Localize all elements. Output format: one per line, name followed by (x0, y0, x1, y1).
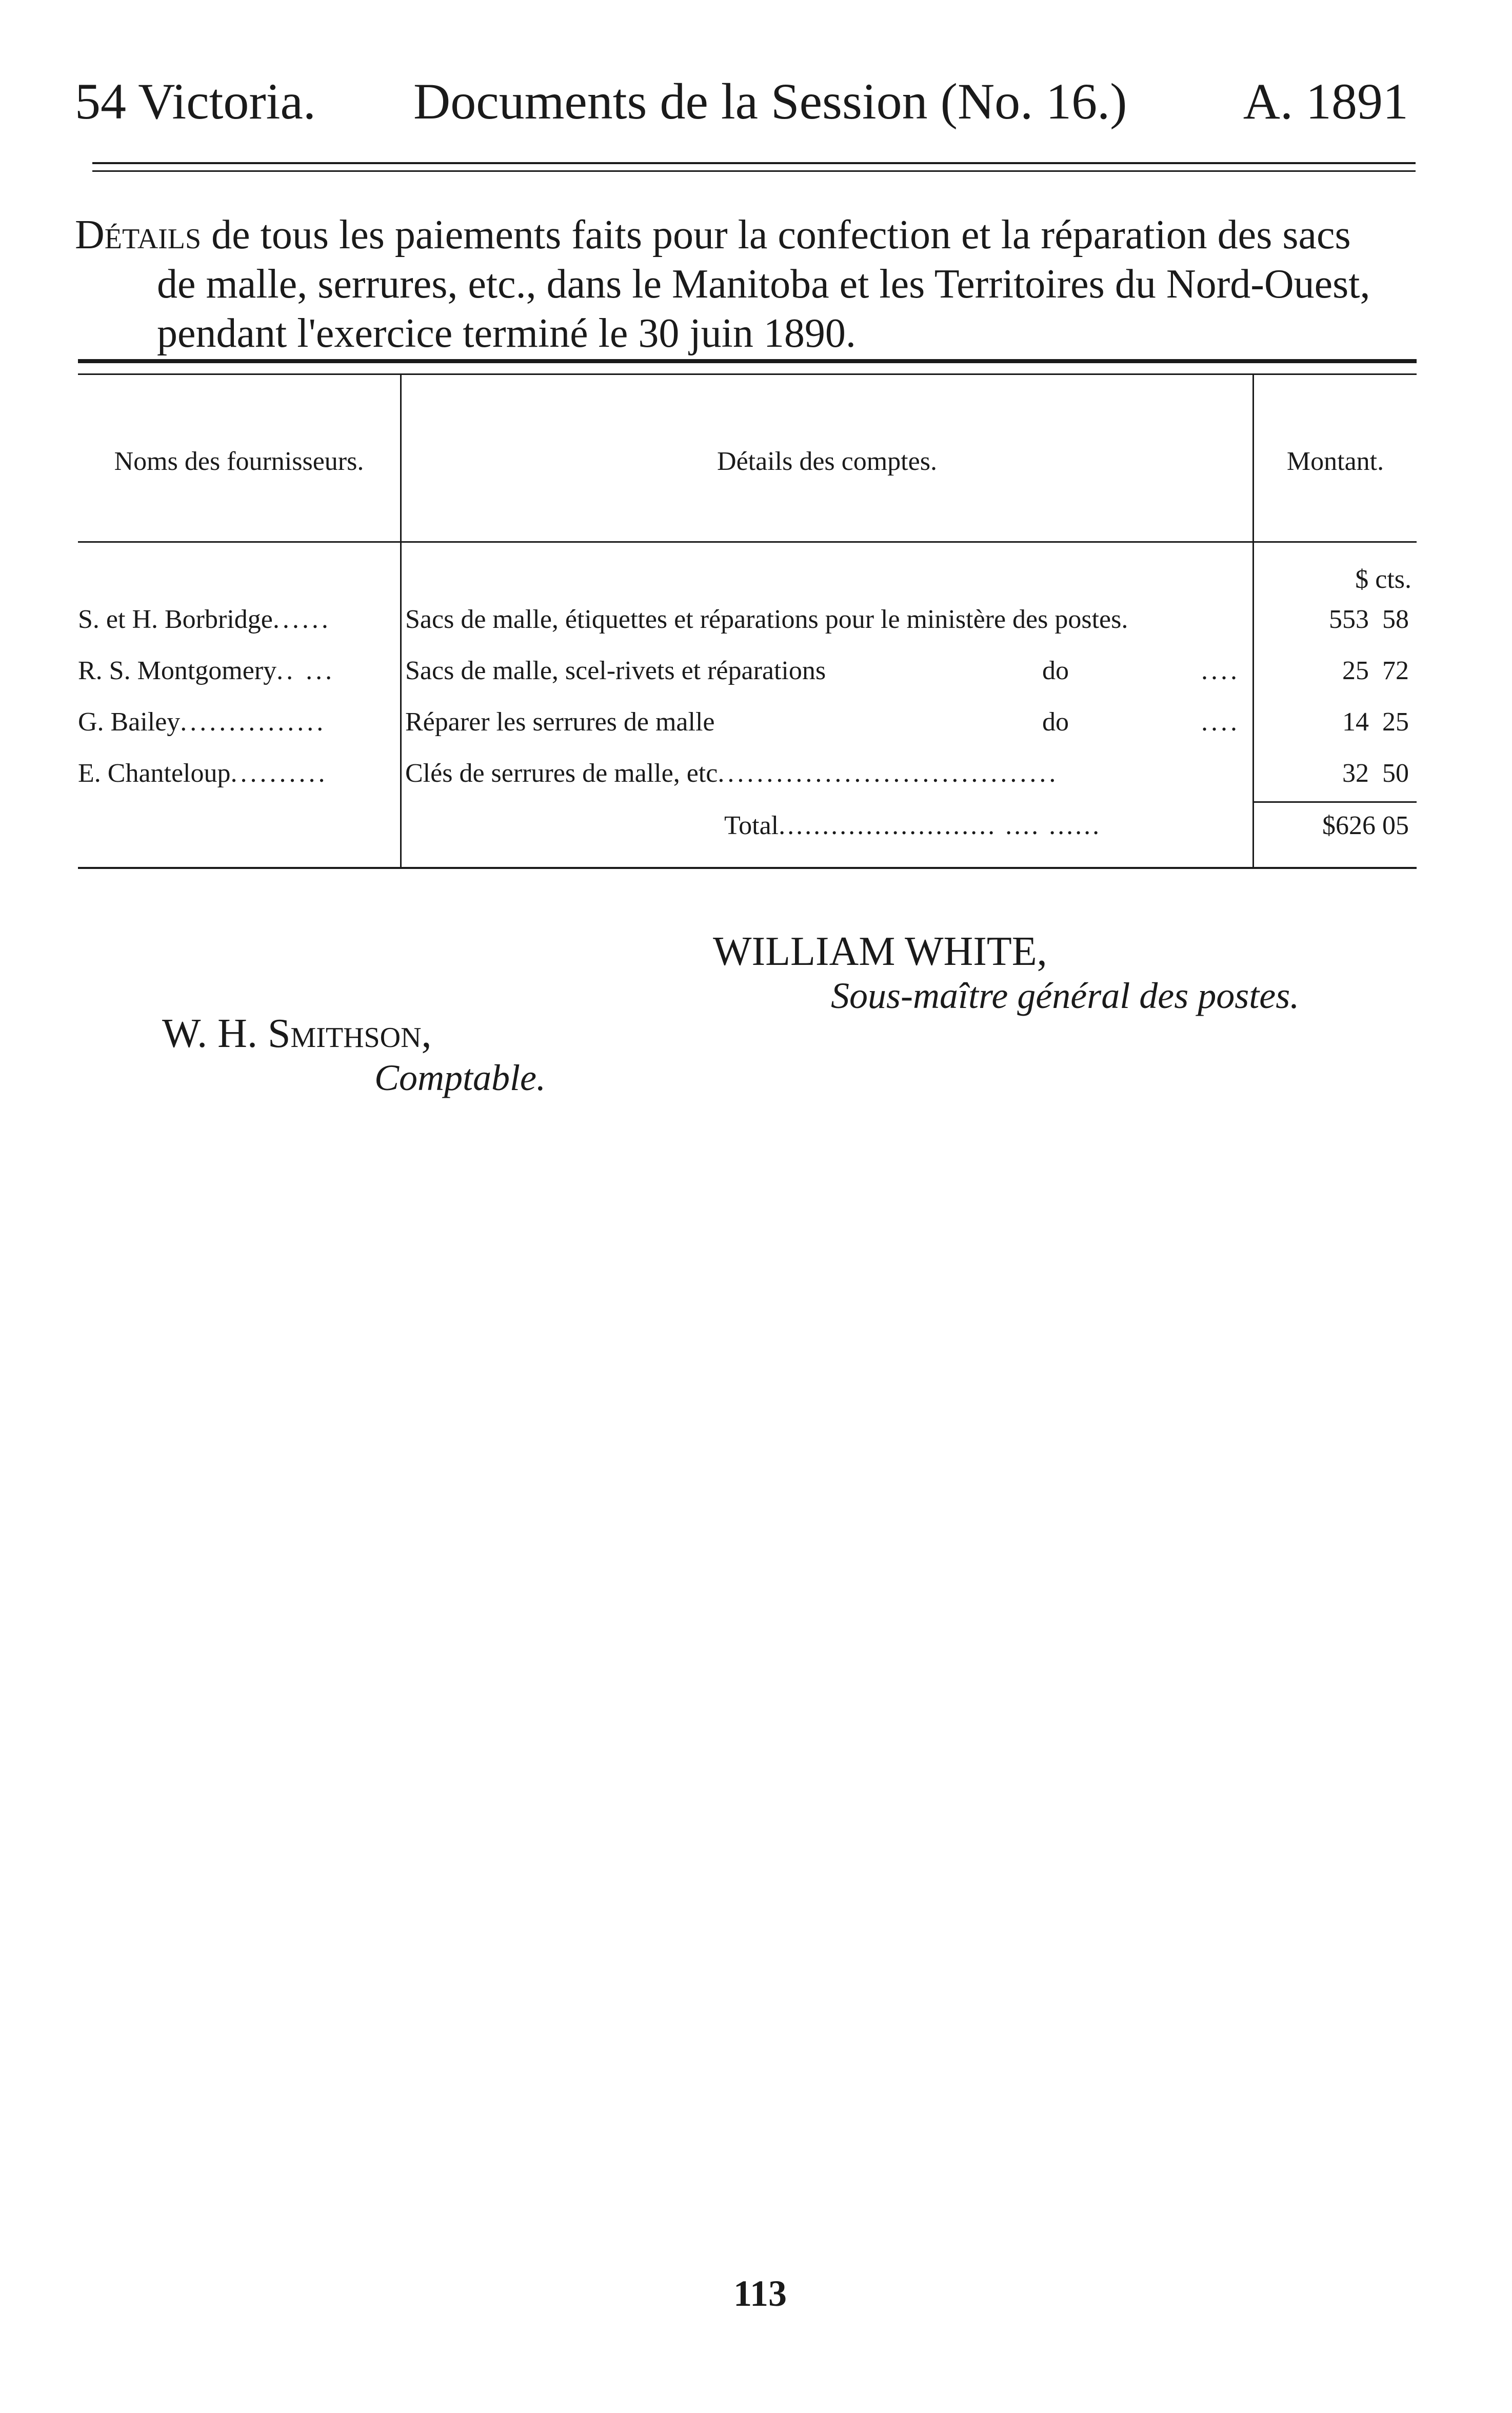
row-3-ditto-dots: .... (1201, 707, 1240, 737)
title-lead: Détails (75, 212, 202, 258)
signature-smithson-title: Comptable. (374, 1057, 546, 1098)
row-3-ditto: do (1042, 707, 1069, 737)
column-header-supplier: Noms des fournisseurs. (114, 447, 364, 476)
total-rule (1254, 801, 1417, 803)
header-session-year: 54 Victoria. (75, 73, 316, 130)
row-1-amount: 553 58 (1329, 605, 1409, 634)
signature-smithson-name: W. H. Smithson, (162, 1011, 432, 1056)
signature-white-title: Sous-maître général des postes. (831, 975, 1300, 1016)
row-3-supplier: G. Bailey............... (78, 707, 327, 737)
total-amount: $626 05 (1322, 811, 1409, 840)
row-1-supplier: S. et H. Borbridge...... (78, 605, 331, 634)
row-2-ditto-dots: .... (1201, 656, 1240, 685)
page-number: 113 (733, 2273, 787, 2314)
row-4-amount: 32 50 (1342, 759, 1409, 788)
title-line-3: pendant l'exercice terminé le 30 juin 1890. (157, 311, 856, 356)
row-4-supplier: E. Chanteloup.......... (78, 759, 328, 788)
running-header (75, 72, 1408, 133)
signature-white-name: WILLIAM WHITE, (713, 929, 1047, 974)
header-rule-top (92, 162, 1416, 164)
row-2-supplier: R. S. Montgomery.. ... (78, 656, 335, 685)
column-header-details: Détails des comptes. (717, 447, 937, 476)
row-3-amount: 14 25 (1342, 707, 1409, 737)
title-line-2: de malle, serrures, etc., dans le Manitoba et les Territoires du Nord-Ouest, (157, 262, 1370, 307)
title-line-1 (75, 210, 1414, 260)
title-line-1-text: de tous les paiements faits pour la confection et la réparation des sacs (201, 212, 1351, 258)
row-2-ditto: do (1042, 656, 1069, 685)
row-2-details: Sacs de malle, scel-rivets et réparations (405, 656, 826, 685)
row-4-details: Clés de serrures de malle, etc................................... (405, 759, 1059, 788)
row-2-amount: 25 72 (1342, 656, 1409, 685)
table-rule-top-thick (78, 359, 1417, 363)
table-rule-top-thin (78, 373, 1417, 375)
table-header-rule (78, 541, 1417, 543)
row-3-details: Réparer les serrures de malle (405, 707, 715, 737)
column-header-amount: Montant. (1286, 447, 1384, 476)
total-label: Total......................... .... ...... (724, 811, 1102, 840)
page-title (75, 210, 1414, 358)
header-document-title: Documents de la Session (No. 16.) (413, 73, 1127, 130)
payments-table (78, 359, 1417, 882)
header-rule-bottom (92, 170, 1416, 172)
table-rule-bottom (78, 867, 1417, 869)
header-year: A. 1891 (1243, 73, 1408, 130)
amount-units: $ cts. (1355, 565, 1411, 594)
row-1-details: Sacs de malle, étiquettes et réparations pour le ministère des postes. (405, 605, 1128, 634)
